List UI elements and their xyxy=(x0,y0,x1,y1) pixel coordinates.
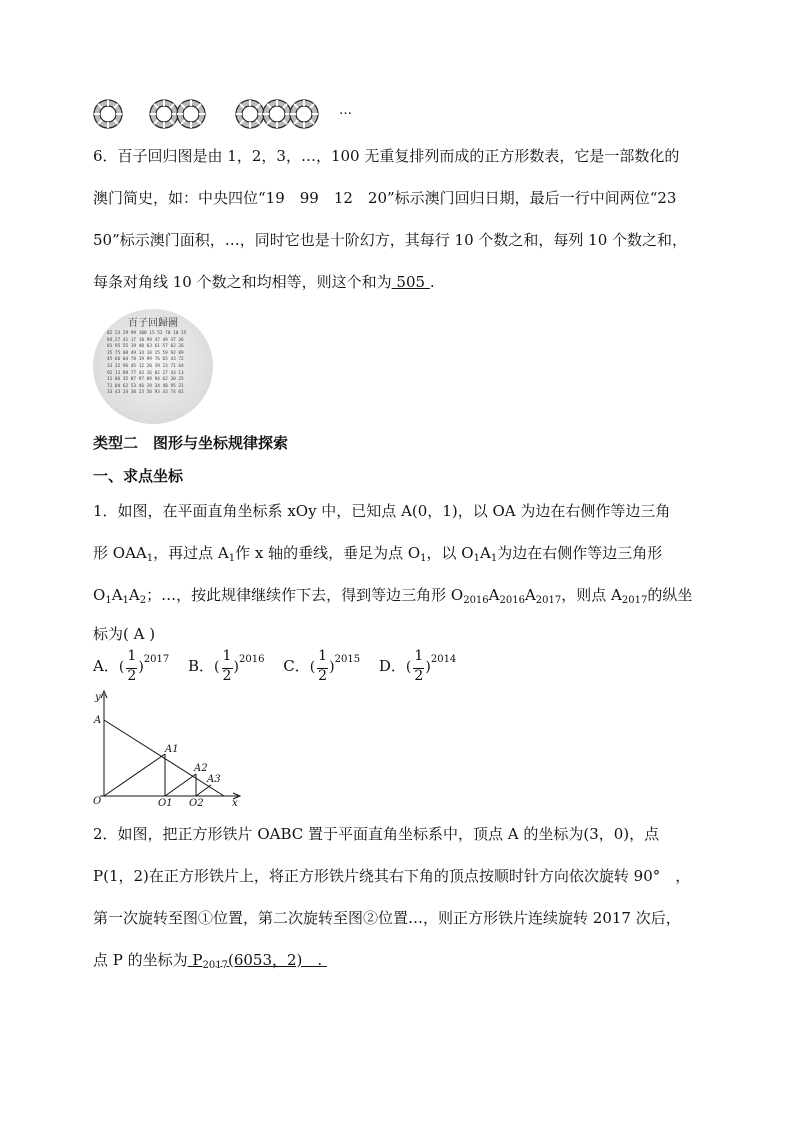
subscript: 1 xyxy=(420,553,427,564)
magic-square-image xyxy=(93,309,213,424)
label-x: x xyxy=(232,798,238,806)
text: A xyxy=(488,586,500,604)
option-a: A．( $\frac{1}{2}$ )$^{2017}$ xyxy=(93,648,170,684)
section-heading-sub1: 一、求点坐标 xyxy=(93,467,184,485)
segment-o2-a3 xyxy=(196,785,211,796)
fraction: $\frac{1}{2}$ xyxy=(222,648,232,684)
option-label: B． xyxy=(188,657,215,675)
pattern-ellipsis: … xyxy=(339,103,352,118)
problem6-line3: 50”标示澳门面积，…，同时它也是十阶幻方，其每行 10 个数之和，每列 10 个数之和， xyxy=(93,231,688,249)
fraction: $\frac{1}{2}$ xyxy=(127,648,137,684)
subscript: 1 xyxy=(490,553,498,564)
subscript: 1 xyxy=(228,553,236,564)
text: 为边在右侧作等边三角形 xyxy=(497,544,663,562)
problem6-line1: 6．百子回归图是由 1，2，3，…，100 无重复排列而成的正方形数表，它是一部数化的 xyxy=(93,147,680,165)
label-y: y xyxy=(95,692,101,703)
magic-square-row: 33 32 96 45 12 20 39 23 71 64 xyxy=(107,363,184,369)
option-c: C．( $\frac{1}{2}$ )$^{2015}$ xyxy=(283,648,361,684)
text: ，则点 A xyxy=(561,586,622,604)
problem6-line4 xyxy=(93,271,435,292)
text: A xyxy=(111,586,123,604)
subscript: 1 xyxy=(105,595,112,606)
subscript: 2016 xyxy=(499,595,525,606)
subscript: 1 xyxy=(146,553,154,564)
label-a1: A1 xyxy=(165,744,179,755)
problem2-line1: 2．如图，把正方形铁片 OABC 置于平面直角坐标系中，顶点 A 的坐标为(3，0)，点 xyxy=(93,825,660,843)
exponent: 2016 xyxy=(238,654,265,665)
ring-pattern-figure xyxy=(92,96,372,134)
label-o1: O1 xyxy=(158,798,173,806)
fraction: $\frac{1}{2}$ xyxy=(318,648,328,684)
magic-square-row: 92 13 89 77 43 16 82 27 43 13 xyxy=(107,370,184,376)
magic-square-row: 35 75 08 49 34 10 15 59 92 89 xyxy=(107,350,184,356)
problem1-geometry-figure xyxy=(90,688,250,806)
fraction: $\frac{1}{2}$ xyxy=(414,648,424,684)
text: ，以 O xyxy=(426,544,474,562)
problem2-line4 xyxy=(93,949,327,970)
text: 形 OAA xyxy=(93,544,147,562)
text: O xyxy=(93,586,106,604)
option-label: A． xyxy=(93,657,119,675)
section-heading-type2: 类型二 图形与坐标规律探索 xyxy=(93,434,289,452)
text: 作 x 轴的垂线，垂足为点 O xyxy=(235,544,421,562)
problem1-line3 xyxy=(93,584,692,605)
problem2-line3: 第一次旋转至图①位置，第二次旋转至图②位置…，则正方形铁片连续旋转 2017 次后， xyxy=(93,909,681,927)
magic-square-grid xyxy=(107,331,201,397)
ring-group-2 xyxy=(150,100,205,128)
segment-o-a1 xyxy=(104,754,165,796)
option-label: D． xyxy=(378,657,406,675)
subscript: 1 xyxy=(473,553,480,564)
subscript: 2017 xyxy=(621,595,648,606)
problem2-answer: $P_{2017}(6053$，2) . xyxy=(192,951,323,971)
subscript: 2016 xyxy=(463,595,489,606)
text: A xyxy=(524,586,536,604)
problem1-options xyxy=(93,648,470,684)
label-a3: A3 xyxy=(207,774,221,785)
segment-o1-a2 xyxy=(165,774,196,796)
magic-square-row: 81 95 55 19 40 63 61 57 02 26 xyxy=(107,344,184,350)
text: 的纵坐 xyxy=(647,586,693,604)
ring-group-1 xyxy=(94,100,122,128)
problem1-line2 xyxy=(93,542,662,563)
label-o: O xyxy=(93,796,102,806)
exponent: 2017 xyxy=(143,654,170,665)
magic-square-row: 45 66 04 78 19 99 76 65 43 72 xyxy=(107,357,184,363)
problem1-line4: 标为( A ) xyxy=(93,625,156,643)
label-a: A xyxy=(94,715,102,726)
exponent: 2014 xyxy=(430,654,457,665)
option-b: B．( $\frac{1}{2}$ )$^{2016}$ xyxy=(188,648,265,684)
problem6-line4-prefix: 每条对角线 10 个数之和均相等，则这个和为 xyxy=(93,273,392,291)
text: ，再过点 A xyxy=(153,544,229,562)
magic-square-row: 71 84 62 53 46 19 34 48 95 21 xyxy=(107,383,184,389)
problem2-line4-prefix: 点 P 的坐标为 xyxy=(93,951,188,969)
problem6-line2: 澳门简史，如：中央四位“19 99 12 20”标示澳门回归日期，最后一行中间两位“23 xyxy=(93,189,677,207)
magic-square-row: 82 23 29 99 100 15 52 70 10 25 xyxy=(107,331,187,336)
label-o2: O2 xyxy=(189,798,204,806)
segment-a-to-x xyxy=(104,720,224,796)
text: ；…，按此规律继续作下去，得到等边三角形 O xyxy=(146,586,464,604)
problem6-line4-suffix: . xyxy=(429,273,435,291)
subscript: 2 xyxy=(139,595,147,606)
option-label: C． xyxy=(283,657,310,675)
magic-square-row: 11 86 35 87 97 09 94 62 30 25 xyxy=(107,377,184,383)
text: A xyxy=(479,544,491,562)
subscript: 2017 xyxy=(535,595,562,606)
label-a2: A2 xyxy=(194,763,208,774)
text: A xyxy=(128,586,140,604)
problem2-line2: P(1，2)在正方形铁片上，将正方形铁片绕其右下角的顶点按顺时针方向依次旋转 90° ， xyxy=(93,867,691,885)
problem6-answer: 505 xyxy=(396,273,426,291)
problem1-line1: 1．如图，在平面直角坐标系 xOy 中，已知点 A(0，1)，以 OA 为边在右侧作等边三角 xyxy=(93,502,671,520)
magic-square-row: 33 43 24 30 23 50 93 43 74 01 xyxy=(107,390,184,396)
exponent: 2015 xyxy=(334,654,361,665)
magic-square-title: 百子回歸圖 xyxy=(128,318,178,329)
option-d: D．( $\frac{1}{2}$ )$^{2014}$ xyxy=(378,648,457,684)
ring-group-3 xyxy=(236,100,318,128)
subscript: 1 xyxy=(122,595,129,606)
magic-square-row: 84 27 41 17 18 99 47 49 37 36 xyxy=(107,337,184,343)
